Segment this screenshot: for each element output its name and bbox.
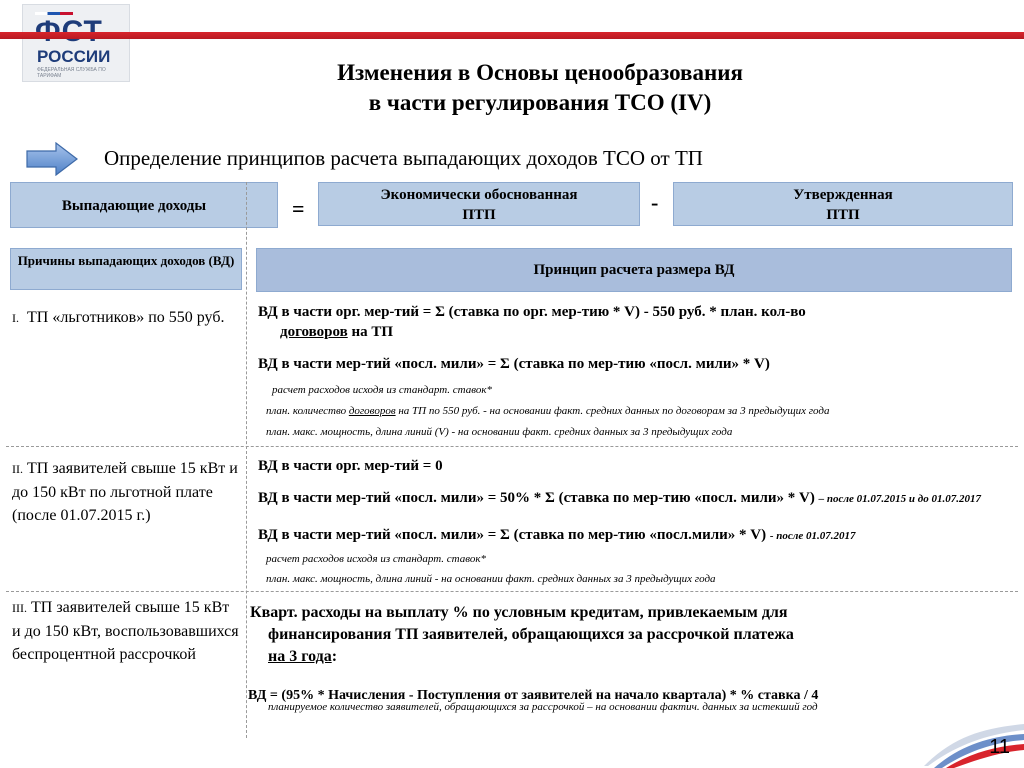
section-1-contracts-word: договоров (280, 324, 348, 340)
section-1-line-1 (258, 302, 1018, 342)
reasons-header: Причины выпадающих доходов (ВД) (10, 248, 242, 290)
reason-1-number: I. (12, 311, 19, 325)
lost-revenue-box: Выпадающие доходы (10, 182, 278, 228)
note-2-contracts: договоров (348, 405, 396, 417)
section-1-note-1: расчет расходов исходя из стандарт. ставок* (272, 384, 493, 396)
title-line-2: в части регулирования ТСО (IV) (368, 90, 712, 115)
section-1-note-3: план. макс. мощность, длина линий (V) - на основании факт. средних данных за 3 предыдущих года (266, 426, 733, 438)
reason-3-number: III. (12, 601, 27, 615)
section-3-note: планируемое количество заявителей, обращающихся за рассрочкой – на основании фактич. данных за истекший год (268, 701, 818, 713)
logo-tagline: ФЕДЕРАЛЬНАЯ СЛУЖБА ПО ТАРИФАМ (37, 67, 106, 79)
section-1-line-1-text: ВД в части орг. мер-тий = Σ (ставка по орг. мер-тию * V) - 550 руб. * план. кол-во (258, 304, 806, 320)
minus-sign: - (651, 190, 659, 215)
section-1-note-2 (266, 405, 1016, 417)
approved-ptp-box (673, 182, 1013, 226)
title-line-1: Изменения в Основы ценообразования (337, 60, 743, 85)
section-3-line-2: финансирования ТП заявителей, обращающихся за рассрочкой платежа (268, 626, 794, 643)
right-arrow-icon (26, 142, 78, 176)
note-2-start: план. количество (266, 405, 349, 417)
section-3-colon: : (331, 648, 338, 665)
row-divider-1 (6, 446, 1018, 447)
note-2-end: на ТП по 550 руб. - на основании факт. средних данных по договорам за 3 предыдущих года (395, 405, 830, 417)
section-1-line-2: ВД в части мер-тий «посл. мили» = Σ (ставка по мер-тию «посл. мили» * V) (258, 356, 770, 372)
approved-ptp-line1: Утвержденная (793, 187, 893, 203)
section-3-term: на 3 года (268, 648, 332, 665)
section-1-line-1-tail: на ТП (347, 324, 394, 340)
reason-3-text: ТП заявителей свыше 15 кВт и до 150 кВт, воспользовавшихся беспроцентной рассрочкой (12, 599, 239, 663)
economic-ptp-box (318, 182, 640, 226)
principle-header: Принцип расчета размера ВД (256, 248, 1012, 292)
reason-1 (12, 306, 240, 330)
section-3-text (250, 602, 1020, 668)
fst-logo (22, 4, 130, 82)
column-divider (246, 182, 247, 738)
section-2-line-2 (258, 488, 1018, 509)
section-2-note-2: план. макс. мощность, длина линий - на основании факт. средних данных за 3 предыдущих года (266, 573, 716, 585)
slide-title (180, 58, 900, 118)
reason-2-text: ТП заявителей свыше 15 кВт и до 150 кВт по льготной плате (после 01.07.2015 г.) (12, 460, 238, 524)
header-red-bar (0, 32, 1024, 39)
section-3-formula: ВД = (95% * Начисления - Поступления от заявителей на начало квартала) * % ставка / 4 (248, 688, 819, 703)
logo-text-rossii: РОССИИ (37, 47, 111, 66)
section-2-note-1: расчет расходов исходя из стандарт. ставок* (266, 553, 487, 565)
section-2-line-1: ВД в части орг. мер-тий = 0 (258, 458, 443, 474)
reason-2-number: II. (12, 462, 23, 476)
reason-3 (12, 596, 240, 666)
reason-2 (12, 457, 240, 527)
row-divider-2 (6, 591, 1018, 592)
economic-ptp-line2: ПТП (462, 207, 496, 223)
section-2-line-3 (258, 525, 1018, 546)
economic-ptp-line1: Экономически обоснованная (380, 187, 578, 203)
approved-ptp-line2: ПТП (826, 207, 860, 223)
equals-sign: = (292, 196, 305, 221)
page-number: 11 (989, 736, 1010, 758)
section-2-line-3-note: - после 01.07.2017 (769, 530, 856, 542)
section-2-line-3-text: ВД в части мер-тий «посл. мили» = Σ (ставка по мер-тию «посл.мили» * V) (258, 527, 767, 543)
reason-1-text: ТП «льготников» по 550 руб. (27, 309, 225, 326)
section-3-line-1: Кварт. расходы на выплату % по условным кредитам, привлекаемым для (250, 604, 788, 621)
section-2-line-2-note: – после 01.07.2015 и до 01.07.2017 (818, 493, 981, 505)
section-subtitle: Определение принципов расчета выпадающих доходов ТСО от ТП (104, 146, 703, 170)
section-2-line-2-text: ВД в части мер-тий «посл. мили» = 50% * Σ (ставка по мер-тию «посл. мили» * V) (258, 490, 815, 506)
